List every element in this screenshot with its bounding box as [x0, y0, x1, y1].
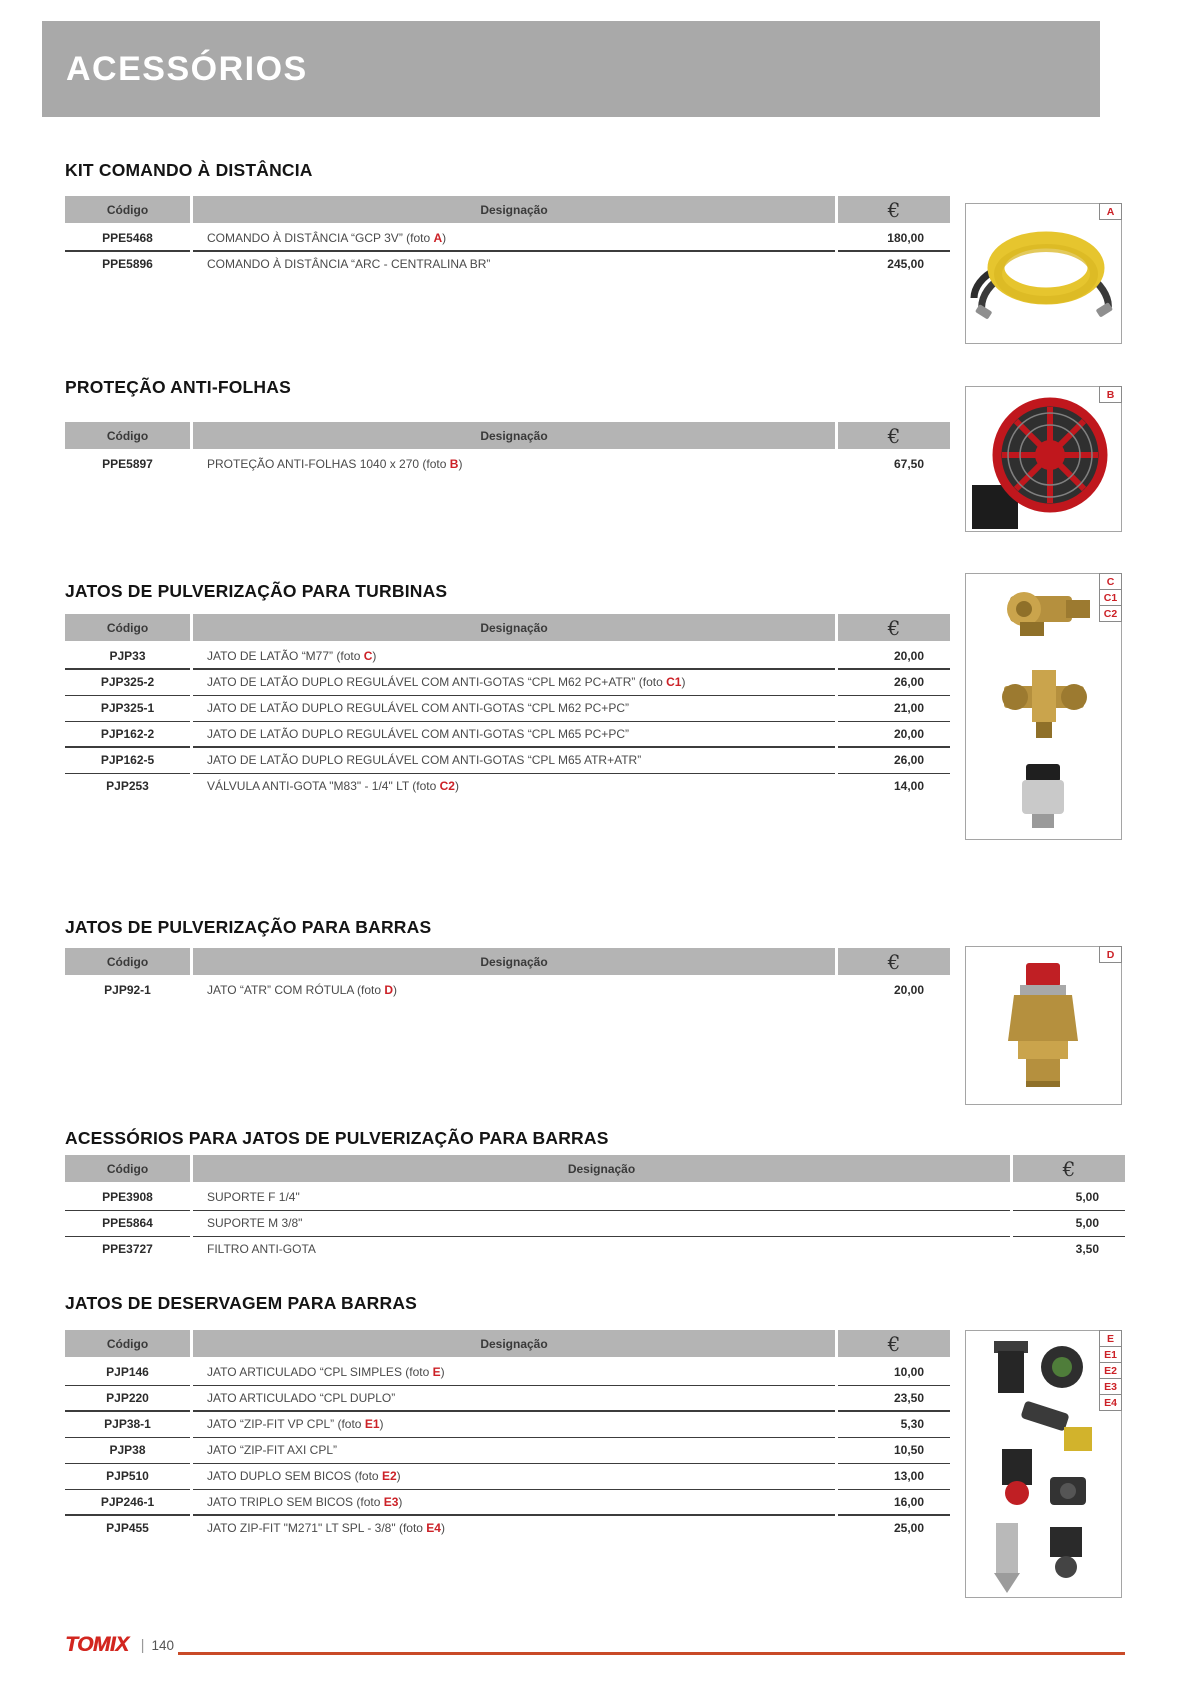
table-header-row [65, 196, 950, 223]
table-header-row [65, 614, 950, 641]
designation-suffix: ) [396, 1469, 401, 1483]
product-designation [193, 226, 835, 252]
column-header-codigo: Código [65, 196, 190, 223]
product-code: PJP246-1 [65, 1490, 190, 1516]
table-header-row [65, 422, 950, 449]
product-price: 3,50 [1075, 1242, 1099, 1256]
product-designation [193, 252, 835, 278]
column-header-designacao: Designação [193, 196, 835, 223]
photo-reference: C1 [666, 675, 682, 689]
photo-reference: A [433, 231, 443, 245]
section-title-protecao: PROTEÇÃO ANTI-FOLHAS [65, 377, 291, 397]
product-price: 25,00 [893, 1521, 924, 1535]
product-designation [193, 1412, 835, 1438]
column-header-codigo: Código [65, 948, 190, 975]
designation-text: COMANDO À DISTÂNCIA “GCP 3V” (foto [207, 231, 434, 245]
table-row [65, 644, 950, 670]
product-designation [193, 1490, 835, 1516]
product-designation [193, 1438, 835, 1464]
table-kit-comando [65, 196, 950, 278]
designation-text: FILTRO ANTI-GOTA [207, 1242, 316, 1256]
product-designation [193, 452, 835, 478]
page-footer [65, 1633, 174, 1657]
photo-box-c [965, 573, 1122, 840]
photo-label: A [1099, 203, 1122, 220]
page-title: ACESSÓRIOS [66, 49, 308, 88]
photo-label: C2 [1099, 605, 1122, 622]
photo-reference: E3 [383, 1495, 399, 1509]
table-row [65, 670, 950, 696]
table-row [65, 452, 950, 478]
designation-text: JATO DE LATÃO DUPLO REGULÁVEL COM ANTI-GOTAS “CPL M65 PC+PC” [207, 727, 629, 741]
product-photo-brass-jets [966, 574, 1121, 839]
column-header-designacao: Designação [193, 614, 835, 641]
footer-logo: TOMIX [65, 1633, 129, 1656]
product-code: PJP162-2 [65, 722, 190, 748]
product-code: PJP92-1 [104, 983, 151, 997]
product-photo-weeding-jets [966, 1331, 1121, 1596]
designation-text: COMANDO À DISTÂNCIA “ARC - CENTRALINA BR” [207, 257, 491, 271]
product-designation [193, 978, 835, 1004]
photo-reference: E [432, 1365, 441, 1379]
designation-text: JATO DE LATÃO DUPLO REGULÁVEL COM ANTI-GOTAS “CPL M62 PC+PC” [207, 701, 629, 715]
table-row [65, 1386, 950, 1412]
product-photo-remote-cable [966, 204, 1121, 343]
product-price: 180,00 [838, 226, 950, 252]
product-code: PJP146 [65, 1360, 190, 1386]
column-header-codigo: Código [65, 422, 190, 449]
column-header-designacao: Designação [193, 422, 835, 449]
designation-suffix: ) [458, 457, 463, 471]
photo-reference: E1 [364, 1417, 380, 1431]
column-header-euro: € [838, 1330, 950, 1357]
product-price: 21,00 [838, 696, 950, 722]
section-title-kit-comando: KIT COMANDO À DISTÂNCIA [65, 160, 313, 180]
table-row [65, 226, 950, 252]
designation-text: PROTEÇÃO ANTI-FOLHAS 1040 x 270 (foto [207, 457, 450, 471]
table-row [65, 1516, 950, 1542]
photo-box-a [965, 203, 1122, 344]
photo-reference: E2 [381, 1469, 397, 1483]
product-price: 5,00 [1013, 1185, 1125, 1211]
product-code: PJP162-5 [65, 748, 190, 774]
product-price: 5,00 [1013, 1211, 1125, 1237]
designation-text: JATO ARTICULADO “CPL DUPLO” [207, 1391, 396, 1405]
designation-text: SUPORTE F 1/4" [207, 1190, 300, 1204]
table-row [65, 1464, 950, 1490]
photo-box-e [965, 1330, 1122, 1598]
product-designation [193, 696, 835, 722]
column-header-euro: € [838, 948, 950, 975]
table-row [65, 1360, 950, 1386]
product-designation [193, 1516, 835, 1542]
designation-suffix: ) [372, 649, 377, 663]
product-code: PJP325-2 [65, 670, 190, 696]
photo-label: E3 [1099, 1378, 1122, 1395]
product-designation [193, 1237, 1010, 1263]
photo-box-b [965, 386, 1122, 532]
designation-suffix: ) [454, 779, 459, 793]
photo-label: C [1099, 573, 1122, 590]
product-designation [193, 1360, 835, 1386]
table-row [65, 748, 950, 774]
section-title-deservagem: JATOS DE DESERVAGEM PARA BARRAS [65, 1293, 418, 1313]
product-price: 10,50 [838, 1438, 950, 1464]
product-code: PPE5468 [65, 226, 190, 252]
photo-label: E [1099, 1330, 1122, 1347]
footer-separator: | [140, 1636, 145, 1654]
product-price: 5,30 [838, 1412, 950, 1438]
designation-text: JATO ARTICULADO “CPL SIMPLES (foto [207, 1365, 433, 1379]
product-designation [193, 1211, 1010, 1237]
designation-text: JATO DE LATÃO DUPLO REGULÁVEL COM ANTI-GOTAS “CPL M65 ATR+ATR” [207, 753, 642, 767]
section-title-acessorios-barras: ACESSÓRIOS PARA JATOS DE PULVERIZAÇÃO PARA BARRAS [65, 1128, 609, 1148]
product-designation [193, 1464, 835, 1490]
designation-suffix: ) [379, 1417, 384, 1431]
column-header-codigo: Código [65, 1155, 190, 1182]
product-code: PPE3727 [102, 1242, 153, 1256]
product-price: 20,00 [838, 722, 950, 748]
product-price: 67,50 [893, 457, 924, 471]
product-designation [193, 774, 835, 800]
product-code: PJP253 [106, 779, 149, 793]
designation-suffix: ) [440, 1521, 445, 1535]
product-price: 23,50 [838, 1386, 950, 1412]
photo-label: E2 [1099, 1362, 1122, 1379]
table-row [65, 722, 950, 748]
photo-reference: C [363, 649, 373, 663]
photo-label: E4 [1099, 1394, 1122, 1411]
designation-text: JATO “ZIP-FIT VP CPL” (foto [207, 1417, 365, 1431]
column-header-euro: € [1013, 1155, 1125, 1182]
column-header-codigo: Código [65, 614, 190, 641]
column-header-euro: € [838, 614, 950, 641]
designation-suffix: ) [442, 231, 447, 245]
table-row [65, 1185, 1125, 1211]
designation-text: VÁLVULA ANTI-GOTA "M83" - 1/4" LT (foto [207, 779, 440, 793]
photo-label: C1 [1099, 589, 1122, 606]
photo-label: D [1099, 946, 1122, 963]
column-header-designacao: Designação [193, 1330, 835, 1357]
product-price: 10,00 [838, 1360, 950, 1386]
section-title-barras: JATOS DE PULVERIZAÇÃO PARA BARRAS [65, 917, 432, 937]
column-header-designacao: Designação [193, 948, 835, 975]
photo-label: B [1099, 386, 1122, 403]
photo-box-d [965, 946, 1122, 1105]
product-code: PJP455 [106, 1521, 149, 1535]
photo-reference: C2 [439, 779, 455, 793]
product-price: 26,00 [838, 748, 950, 774]
designation-text: JATO DUPLO SEM BICOS (foto [207, 1469, 382, 1483]
table-row [65, 774, 950, 800]
product-price: 13,00 [838, 1464, 950, 1490]
product-code: PJP510 [65, 1464, 190, 1490]
product-code: PJP325-1 [65, 696, 190, 722]
product-code: PPE5897 [102, 457, 153, 471]
table-row [65, 1438, 950, 1464]
table-acessorios-barras [65, 1155, 1125, 1263]
page-banner [42, 21, 1100, 117]
photo-reference: D [384, 983, 394, 997]
product-designation [193, 1386, 835, 1412]
designation-text: JATO “ATR” COM RÓTULA (foto [207, 983, 385, 997]
product-price: 245,00 [887, 257, 924, 271]
designation-text: JATO ZIP-FIT "M271" LT SPL - 3/8" (foto [207, 1521, 427, 1535]
table-row [65, 1211, 1125, 1237]
photo-label: E1 [1099, 1346, 1122, 1363]
product-code: PJP33 [65, 644, 190, 670]
table-deservagem [65, 1330, 950, 1542]
product-designation [193, 722, 835, 748]
table-header-row [65, 948, 950, 975]
table-barras [65, 948, 950, 1004]
column-header-euro: € [838, 196, 950, 223]
column-header-designacao: Designação [193, 1155, 1010, 1182]
product-photo-atr-jet [966, 947, 1121, 1104]
table-row [65, 696, 950, 722]
designation-suffix: ) [440, 1365, 445, 1379]
product-code: PPE3908 [65, 1185, 190, 1211]
product-price: 26,00 [838, 670, 950, 696]
table-protecao [65, 422, 950, 478]
product-price: 20,00 [893, 983, 924, 997]
table-turbinas [65, 614, 950, 800]
table-header-row [65, 1330, 950, 1357]
designation-suffix: ) [681, 675, 686, 689]
designation-text: JATO TRIPLO SEM BICOS (foto [207, 1495, 384, 1509]
product-designation [193, 670, 835, 696]
product-designation [193, 644, 835, 670]
product-photo-fan-guard [966, 387, 1121, 531]
table-row [65, 1490, 950, 1516]
footer-rule [178, 1652, 1125, 1655]
designation-suffix: ) [398, 1495, 403, 1509]
designation-text: SUPORTE M 3/8" [207, 1216, 303, 1230]
designation-suffix: ) [393, 983, 398, 997]
product-code: PJP220 [65, 1386, 190, 1412]
column-header-euro: € [838, 422, 950, 449]
designation-text: JATO DE LATÃO “M77” (foto [207, 649, 364, 663]
product-code: PPE5864 [65, 1211, 190, 1237]
product-price: 14,00 [893, 779, 924, 793]
product-code: PJP38 [65, 1438, 190, 1464]
photo-reference: B [449, 457, 459, 471]
product-price: 16,00 [838, 1490, 950, 1516]
table-row [65, 1412, 950, 1438]
column-header-codigo: Código [65, 1330, 190, 1357]
page-number: 140 [151, 1637, 175, 1653]
photo-reference: E4 [426, 1521, 441, 1535]
product-code: PPE5896 [102, 257, 153, 271]
table-row [65, 978, 950, 1004]
product-price: 20,00 [838, 644, 950, 670]
table-row [65, 252, 950, 278]
table-header-row [65, 1155, 1125, 1182]
designation-text: JATO DE LATÃO DUPLO REGULÁVEL COM ANTI-GOTAS “CPL M62 PC+ATR” (foto [207, 675, 667, 689]
table-row [65, 1237, 1125, 1263]
product-code: PJP38-1 [65, 1412, 190, 1438]
section-title-turbinas: JATOS DE PULVERIZAÇÃO PARA TURBINAS [65, 581, 448, 601]
product-designation [193, 748, 835, 774]
designation-text: JATO “ZIP-FIT AXI CPL” [207, 1443, 338, 1457]
product-designation [193, 1185, 1010, 1211]
